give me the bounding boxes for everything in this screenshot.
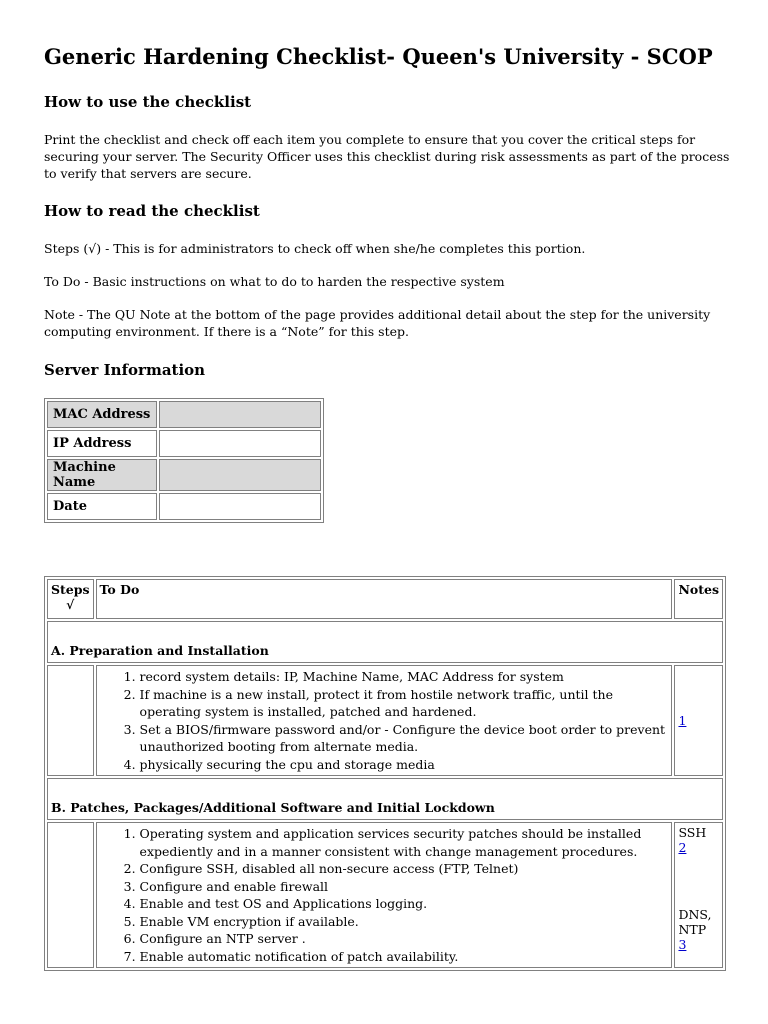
how-to-read-heading: How to read the checklist (44, 202, 260, 220)
list-item: 2. If machine is a new install, protect it from hostile network traffic, until the operating system is installed, patched and hardened. (140, 686, 669, 721)
note-explanation: Note - The QU Note at the bottom of the page provides additional detail about the step for the university computing environment. If there is a “Note” for this step. (44, 307, 711, 339)
section-b-items-row (47, 822, 723, 968)
section-a-step-check[interactable] (47, 665, 94, 776)
list-item: 1. record system details: IP, Machine Name, MAC Address for system (140, 668, 669, 686)
section-a-notes (674, 665, 723, 776)
list-item: 7. Enable automatic notification of patch availability. (140, 948, 669, 966)
server-info-row-machine (47, 459, 321, 491)
list-item: 4. Enable and test OS and Applications logging. (140, 895, 669, 913)
note-link-1[interactable]: 1 (678, 713, 687, 728)
list-item: 1. Operating system and application services security patches should be installed expediently and in a manner consistent with change management procedures. (140, 825, 669, 860)
ip-address-label: IP Address (47, 430, 157, 457)
server-info-table (44, 398, 324, 523)
todo-column-header: To Do (96, 579, 673, 619)
note-link-2[interactable]: 2 (678, 840, 687, 855)
section-a-items-row (47, 665, 723, 776)
list-item: 3. Set a BIOS/firmware password and/or - Configure the device boot order to prevent unauthorized booting from alternate media. (140, 721, 669, 756)
note-ntp-label: NTP (678, 922, 707, 937)
steps-explanation: Steps (√) - This is for administrators to check off when she/he completes this portion. (44, 241, 586, 256)
list-item: 3. Configure and enable firewall (140, 878, 669, 896)
mac-address-label: MAC Address (47, 401, 157, 428)
list-item: 6. Configure an NTP server . (140, 930, 669, 948)
section-a-title: A. Preparation and Installation (47, 621, 723, 663)
checklist-header-row (47, 579, 723, 619)
section-b-todo (96, 822, 673, 968)
server-info-row-ip (47, 430, 321, 457)
list-item: 4. physically securing the cpu and storage media (140, 756, 669, 774)
section-b-notes (674, 822, 723, 968)
note-ssh-label: SSH (678, 825, 707, 840)
date-label: Date (47, 493, 157, 520)
section-a-row (47, 621, 723, 663)
todo-explanation: To Do - Basic instructions on what to do to harden the respective system (44, 274, 505, 289)
list-item: 2. Configure SSH, disabled all non-secure access (FTP, Telnet) (140, 860, 669, 878)
section-b-title: B. Patches, Packages/Additional Software and Initial Lockdown (47, 778, 723, 820)
machine-name-value[interactable] (159, 459, 321, 491)
section-a-todo (96, 665, 673, 776)
machine-name-label: Machine Name (47, 459, 157, 491)
server-info-row-mac (47, 401, 321, 428)
list-item: 5. Enable VM encryption if available. (140, 913, 669, 931)
server-info-heading: Server Information (44, 361, 206, 379)
page-title: Generic Hardening Checklist- Queen's University - SCOP (44, 44, 713, 69)
section-b-row (47, 778, 723, 820)
mac-address-value[interactable] (159, 401, 321, 428)
steps-header-label: Steps (51, 582, 90, 597)
date-value[interactable] (159, 493, 321, 520)
steps-column-header (47, 579, 94, 619)
note-link-3[interactable]: 3 (678, 937, 687, 952)
checklist-table (44, 576, 726, 971)
server-info-row-date (47, 493, 321, 520)
how-to-use-text: Print the checklist and check off each item you complete to ensure that you cover the critical steps for securing your server. The Security Officer uses this checklist during risk assessments as part of the process to verify that servers are secure. (44, 132, 730, 181)
ip-address-value[interactable] (159, 430, 321, 457)
how-to-use-heading: How to use the checklist (44, 93, 252, 111)
notes-column-header: Notes (674, 579, 723, 619)
check-mark-header: √ (66, 597, 75, 612)
note-dns-label: DNS, (678, 907, 712, 922)
section-b-step-check[interactable] (47, 822, 94, 968)
